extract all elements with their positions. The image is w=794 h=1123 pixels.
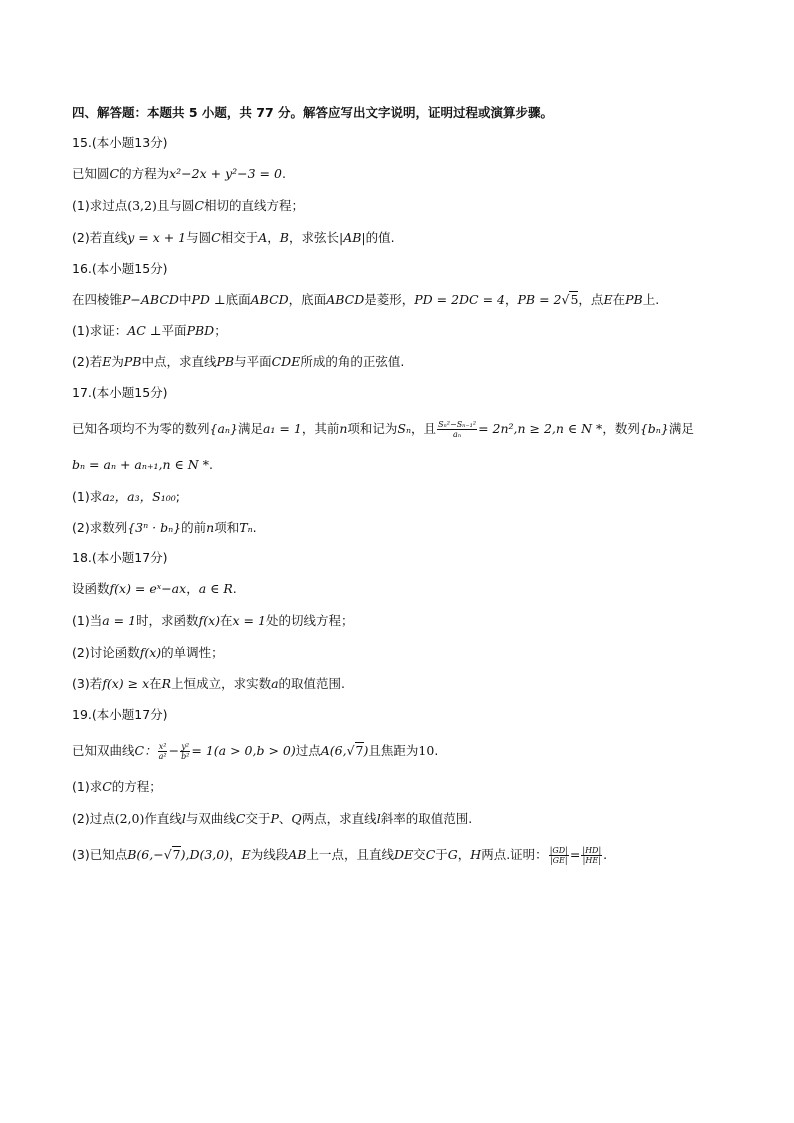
q18-part2: (2)讨论函数f(x)的单调性； — [72, 645, 224, 660]
q15-part1: (1)求过点(3,2)且与圆C相切的直线方程； — [72, 198, 304, 213]
q16-stem: 在四棱锥P−ABCD中PD ⊥底面ABCD，底面ABCD是菱形，PD = 2DC = 4，PB = 2√5，点E在PB上. — [72, 292, 660, 307]
q18-stem: 设函数f(x) = eˣ−ax，a ∈ R. — [72, 581, 237, 596]
q16-part2: (2)若E为PB中点，求直线PB与平面CDE所成的角的正弦值. — [72, 354, 405, 369]
q15-stem: 已知圆C的方程为x²−2x + y²−3 = 0. — [72, 166, 286, 181]
q19-part3: (3)已知点B(6,−√7),D(3,0)，E为线段AB上一点，且直线DE交C于G，H两点.证明： $\frac{|GD|}{|GE|}$ = $\frac{|HD|}{|HE|}$ . — [72, 846, 608, 865]
q17-line2: bₙ = aₙ + aₙ₊₁,n ∈ N *. — [72, 457, 213, 472]
q19-number: 19.(本小题17分) — [72, 707, 168, 722]
q17-stem: 已知各项均不为零的数列{aₙ}满足a₁ = 1，其前n项和记为Sₙ，且 $\frac{\text{Sₙ²−Sₙ₋₁²}}{\text{aₙ}}$ = 2n²,n ≥ 2,n ∈ N *，数列{bₙ}满足 — [72, 420, 694, 439]
q15-part2: (2)若直线y = x + 1与圆C相交于A，B，求弦长|AB|的值. — [72, 230, 395, 245]
q16-part1: (1)求证：AC ⊥平面PBD； — [72, 323, 227, 338]
q16-number: 16.(本小题15分) — [72, 261, 168, 276]
section-heading: 四、解答题：本题共 5 小题，共 77 分。解答应写出文字说明，证明过程或演算步骤。 — [72, 105, 554, 120]
q19-fraction-y: $\frac{\text{y²}}{\text{b²}}$ — [181, 742, 190, 761]
q19-fraction-x: $\frac{\text{x²}}{\text{a²}}$ — [158, 742, 167, 761]
q19-fraction-hd-he: $\frac{|HD|}{|HE|}$ — [582, 846, 602, 865]
q15-number: 15.(本小题13分) — [72, 135, 168, 150]
q18-part3: (3)若f(x) ≥ x在R上恒成立，求实数a的取值范围. — [72, 676, 346, 691]
q18-part1: (1)当a = 1时，求函数f(x)在x = 1处的切线方程； — [72, 613, 354, 628]
q19-stem: 已知双曲线C： $\frac{\text{x²}}{\text{a²}}$ − $\frac{\text{y²}}{\text{b²}}$ = 1(a > 0,b > 0)过点A(6,√7)且焦距为10. — [72, 742, 439, 761]
q17-part1: (1)求a₂，a₃，S₁₀₀; — [72, 489, 180, 504]
q18-number: 18.(本小题17分) — [72, 550, 168, 565]
q17-part2: (2)求数列{3ⁿ · bₙ}的前n项和Tₙ. — [72, 520, 257, 535]
q19-part2: (2)过点(2,0)作直线l与双曲线C交于P、Q两点，求直线l斜率的取值范围. — [72, 811, 473, 826]
q19-part1: (1)求C的方程； — [72, 779, 162, 794]
q17-fraction: $\frac{\text{Sₙ²−Sₙ₋₁²}}{\text{aₙ}}$ — [438, 420, 477, 439]
q19-fraction-gd-ge: $\frac{|GD|}{|GE|}$ — [549, 846, 568, 865]
q17-number: 17.(本小题15分) — [72, 385, 168, 400]
